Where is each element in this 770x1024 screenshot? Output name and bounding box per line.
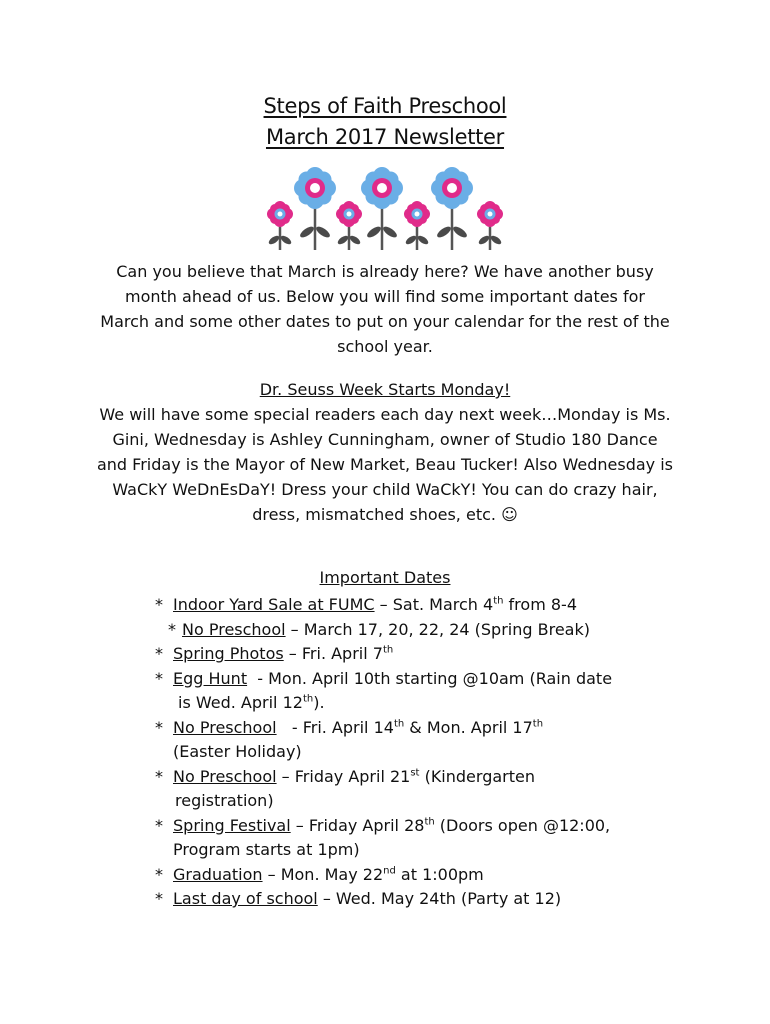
- bullet-star: *: [155, 864, 163, 884]
- date-label: No Preschool: [173, 766, 277, 786]
- list-item: * Spring Festival – Friday April 28th (Doors open @12:00,: [0, 814, 770, 839]
- row-of-flowers-illustration: [262, 158, 508, 254]
- bullet-star: *: [155, 889, 163, 908]
- bullet-star: *: [155, 766, 163, 786]
- date-label: No Preschool: [173, 717, 277, 737]
- bullet-star: *: [155, 644, 163, 663]
- bullet-star: *: [168, 619, 176, 639]
- list-item: * Egg Hunt - Mon. April 10th starting @10am (Rain date: [0, 667, 770, 692]
- newsletter-title: Steps of Faith Preschool: [263, 94, 507, 118]
- intro-text: Can you believe that March is already here? We have another busy month ahead of us. Below you will find some important dates for March and some other dates to put on your calendar for the rest of the school year.: [100, 262, 670, 356]
- bullet-star: *: [155, 815, 163, 835]
- list-item: * Spring Photos – Fri. April 7th: [0, 642, 770, 667]
- bullet-star: *: [155, 668, 163, 688]
- date-label: Spring Photos: [173, 644, 284, 663]
- seuss-week-paragraph: [95, 402, 675, 527]
- list-item-continuation: registration): [175, 791, 274, 810]
- seuss-week-heading: Dr. Seuss Week Starts Monday!: [259, 380, 511, 399]
- list-item-continuation: is Wed. April 12th).: [178, 693, 325, 712]
- date-label: No Preschool: [182, 619, 286, 639]
- list-item-continuation: Program starts at 1pm): [173, 840, 360, 859]
- important-dates-heading: Important Dates: [319, 568, 451, 587]
- date-label: Last day of school: [173, 889, 318, 908]
- seuss-week-text: We will have some special readers each day next week…Monday is Ms. Gini, Wednesday is Ashley Cunningham, owner of Studio 180 Dance and Friday is the Mayor of New Market, Beau Tucker! Also Wednesday is WaCkY WeDnEsDaY! Dress your child WaCkY! You can do crazy hair, dress, mismatched shoes, etc. ☺: [96, 405, 674, 524]
- date-label: Egg Hunt: [173, 668, 248, 688]
- list-item: * No Preschool - Fri. April 14th & Mon. April 17th: [0, 716, 770, 741]
- date-label: Graduation: [173, 864, 263, 884]
- list-item: * No Preschool – Friday April 21st (Kindergarten: [0, 765, 770, 790]
- important-dates-list: [0, 593, 770, 912]
- bullet-star: *: [155, 595, 163, 614]
- list-item-continuation: (Easter Holiday): [173, 742, 302, 761]
- intro-paragraph: [100, 259, 670, 359]
- list-item: * Indoor Yard Sale at FUMC – Sat. March 4th from 8-4: [0, 593, 770, 618]
- newsletter-subtitle: March 2017 Newsletter: [265, 125, 505, 149]
- date-label: Spring Festival: [173, 815, 291, 835]
- list-item: * Last day of school – Wed. May 24th (Party at 12): [0, 887, 770, 912]
- date-label: Indoor Yard Sale at FUMC: [173, 595, 375, 614]
- list-item: * Graduation – Mon. May 22nd at 1:00pm: [0, 863, 770, 888]
- bullet-star: *: [155, 717, 163, 737]
- list-item: * No Preschool – March 17, 20, 22, 24 (Spring Break): [0, 618, 770, 643]
